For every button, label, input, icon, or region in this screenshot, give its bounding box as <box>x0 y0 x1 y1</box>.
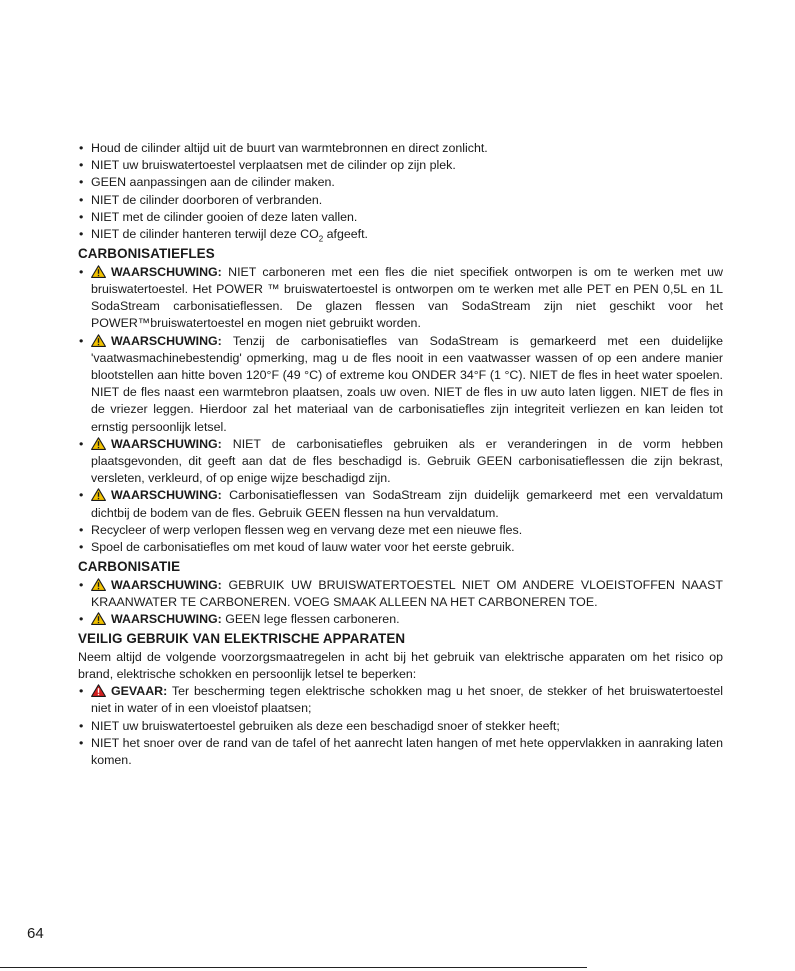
warning-item <box>78 333 723 436</box>
warning-label: WAARSCHUWING: <box>111 436 222 451</box>
footer-divider <box>0 967 587 968</box>
warning-item <box>78 264 723 333</box>
page-number: 64 <box>27 925 44 942</box>
carbonation-list <box>78 577 723 629</box>
list-item: • NIET het snoer over de rand van de tafel of het aanrecht laten hangen of met hete oppervlakken in aanraking laten komen. <box>78 735 723 769</box>
list-item: • NIET met de cilinder gooien of deze laten vallen. <box>78 209 723 226</box>
danger-label: GEVAAR: <box>111 684 168 699</box>
warning-label: WAARSCHUWING: <box>111 612 222 627</box>
co2-subscript: 2 <box>318 234 324 244</box>
section-heading-electrical: VEILIG GEBRUIK VAN ELEKTRISCHE APPARATEN <box>78 631 406 647</box>
warning-text: NIET de carbonisatiefles gebruiken als er veranderingen in de vorm hebben plaatsgevonden, dit geeft aan dat de fles beschadigd is. Gebruik GEEN carbonisatieflessen die zijn bekrast, versleten, verkleurd, of op enige wijze beschadigd zijn. <box>91 436 723 486</box>
list-item: • NIET uw bruiswatertoestel verplaatsen met de cilinder op zijn plek. <box>78 157 723 174</box>
warning-text: Tenzij de carbonisatiefles van SodaStream is gemarkeerd met een duidelijke 'vaatwasmachinebestendig' opmerking, mag u de fles nooit in een vaatwasser wassen of op een andere manier blootstellen aan hitte boven 120°F (49 °C) of extreme kou ONDER 34°F (1 °C). NIET de fles in heet water spoelen. NIET de fles naast een warmtebron plaatsen, zoals uw oven. NIET de fles in uw auto laten liggen. NIET de fles in de vriezer leggen. Hierdoor zal het materiaal van de carbonisatiefles zijn integriteit verliezen en kan leiden tot ernstig persoonlijk letsel. <box>91 333 723 434</box>
cylinder-bullet-list <box>78 140 723 243</box>
page-content <box>78 140 723 769</box>
list-item: • NIET de cilinder doorboren of verbranden. <box>78 192 723 209</box>
list-item: • NIET uw bruiswatertoestel gebruiken als deze een beschadigd snoer of stekker heeft; <box>78 718 723 735</box>
warning-item <box>78 611 723 628</box>
warning-item <box>78 487 723 521</box>
warning-triangle-icon <box>91 612 106 625</box>
electrical-list <box>78 683 723 769</box>
warning-text: GEBRUIK UW BRUISWATERTOESTEL NIET OM ANDERE VLOEISTOFFEN NAAST KRAANWATER TE CARBONEREN. VOEG SMAAK ALLEEN NA HET CARBONEREN TOE. <box>91 577 723 609</box>
warning-triangle-icon <box>91 437 106 450</box>
list-item <box>78 226 723 243</box>
danger-triangle-icon <box>91 684 106 697</box>
warning-item <box>78 436 723 488</box>
warning-triangle-icon <box>91 578 106 591</box>
warning-label: WAARSCHUWING: <box>111 333 222 348</box>
warning-label: WAARSCHUWING: <box>111 264 222 279</box>
warning-label: WAARSCHUWING: <box>111 577 222 592</box>
warning-text: GEEN lege flessen carboneren. <box>221 612 400 627</box>
co2-text-end: afgeeft. <box>323 227 368 242</box>
warning-triangle-icon <box>91 265 106 278</box>
warning-triangle-icon <box>91 334 106 347</box>
bottles-list <box>78 264 723 556</box>
list-item: • GEEN aanpassingen aan de cilinder maken. <box>78 174 723 191</box>
list-item: • Houd de cilinder altijd uit de buurt van warmtebronnen en direct zonlicht. <box>78 140 723 157</box>
warning-text: Carbonisatieflessen van SodaStream zijn duidelijk gemarkeerd met een vervaldatum dichtbij de bodem van de fles. Gebruik GEEN flessen na hun vervaldatum. <box>91 488 723 520</box>
warning-label: WAARSCHUWING: <box>111 488 222 503</box>
danger-text: Ter bescherming tegen elektrische schokken mag u het snoer, de stekker of het bruiswatertoestel niet in water of in een vloeistof plaatsen; <box>91 684 723 716</box>
section-heading-carbonation: CARBONISATIE <box>78 559 181 575</box>
electrical-intro: Neem altijd de volgende voorzorgsmaatregelen in acht bij het gebruik van elektrische apparaten om het risico op brand, elektrische schokken en persoonlijk letsel te beperken: <box>78 649 723 681</box>
co2-text: NIET de cilinder hanteren terwijl deze CO <box>91 227 319 242</box>
list-item: • Spoel de carbonisatiefles om met koud of lauw water voor het eerste gebruik. <box>78 539 723 556</box>
list-item: • Recycleer of werp verlopen flessen weg en vervang deze met een nieuwe fles. <box>78 522 723 539</box>
section-heading-bottles: CARBONISATIEFLES <box>78 246 215 262</box>
warning-text: NIET carboneren met een fles die niet specifiek ontworpen is om te werken met uw bruiswatertoestel. Het POWER ™ bruiswatertoestel is ontworpen om te werken met alle PET en PEN 0,5L en 1L SodaStream carbonisatieflessen. De glazen flessen van SodaStream zijn niet geschikt voor het POWER™bruiswatertoestel en mogen niet gebruikt worden. <box>91 264 723 331</box>
warning-item <box>78 577 723 611</box>
warning-triangle-icon <box>91 488 106 501</box>
danger-item <box>78 683 723 717</box>
